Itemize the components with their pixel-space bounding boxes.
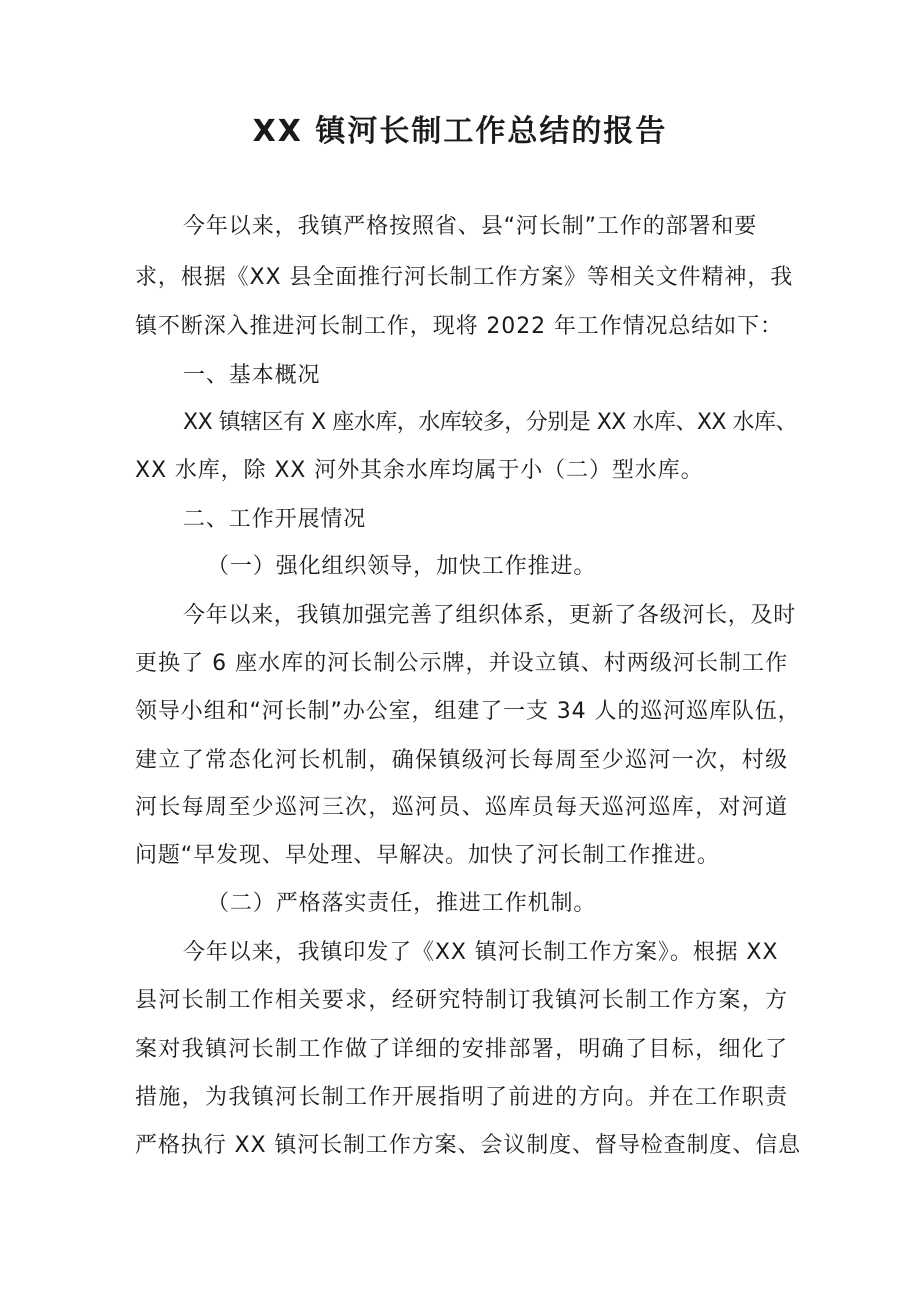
text-line: 镇不断深入推进河长制工作，现将 2022 年工作情况总结如下： (135, 314, 783, 339)
section-heading: 一、基本概况 (183, 363, 321, 388)
text-line: 今年以来，我镇严格按照省、县“河长制”工作的部署和要 (183, 214, 758, 239)
text-line: 县河长制工作相关要求，经研究特制订我镇河长制工作方案，方 (135, 988, 788, 1013)
text-line: XX 水库，除 XX 河外其余水库均属于小（二）型水库。 (135, 458, 704, 483)
document-title: XX 镇河长制工作总结的报告 (252, 114, 668, 149)
subsection-heading: （二）严格落实责任，推进工作机制。 (207, 891, 597, 916)
text-line: 严格执行 XX 镇河长制工作方案、会议制度、督导检查制度、信息 (135, 1133, 802, 1158)
text-line: 更换了 6 座水库的河长制公示牌，并设立镇、村两级河长制工作 (135, 651, 788, 676)
text-line: 案对我镇河长制工作做了详细的安排部署，明确了目标，细化了 (135, 1037, 788, 1062)
text-line: 领导小组和“河长制”办公室，组建了一支 34 人的巡河巡库队伍， (135, 699, 801, 724)
text-line: 今年以来，我镇加强完善了组织体系，更新了各级河长，及时 (183, 603, 796, 628)
text-line: 今年以来，我镇印发了《XX 镇河长制工作方案》。根据 XX (183, 940, 779, 965)
text-line: 建立了常态化河长机制，确保镇级河长每周至少巡河一次，村级 (135, 748, 788, 773)
text-line: 措施，为我镇河长制工作开展指明了前进的方向。并在工作职责 (135, 1085, 788, 1110)
section-heading: 二、工作开展情况 (183, 507, 367, 532)
subsection-heading: （一）强化组织领导，加快工作推进。 (207, 554, 597, 579)
text-line: 问题“早发现、早处理、早解决。加快了河长制工作推进。 (135, 843, 720, 868)
text-line: XX 镇辖区有 X 座水库，水库较多，分别是 XX 水库、XX 水库、 (183, 410, 797, 435)
text-line: 求，根据《XX 县全面推行河长制工作方案》等相关文件精神，我 (135, 265, 794, 290)
text-line: 河长每周至少巡河三次，巡河员、巡库员每天巡河巡库，对河道 (135, 795, 788, 820)
